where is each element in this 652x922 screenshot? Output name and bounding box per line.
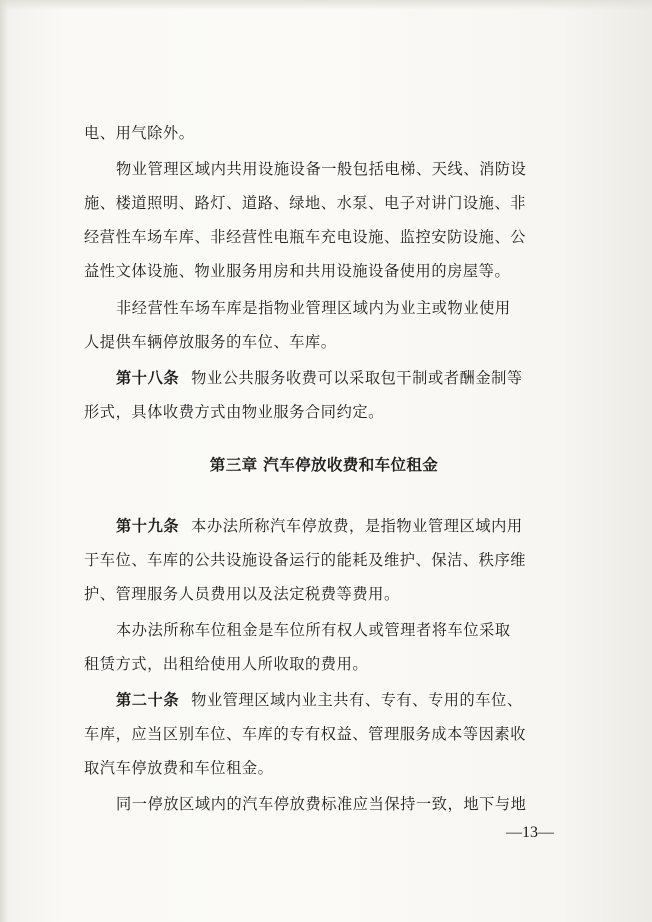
text-line: 取汽车停放费和车位租金。 [84, 759, 274, 777]
text-line: 经营性车场车库、非经营性电瓶车充电设施、监控安防设施、公 [84, 228, 527, 246]
text-line: 施、楼道照明、路灯、道路、绿地、水泵、电子对讲门设施、非 [84, 194, 527, 212]
text-line: 于车位、车库的公共设施设备运行的能耗及维护、保洁、秩序维 [84, 551, 527, 569]
article-20-line [116, 685, 523, 715]
text-line: 车库，应当区别车位、车库的专有权益、管理服务成本等因素收 [84, 725, 527, 743]
text-line: 人提供车辆停放服务的车位、车库。 [84, 333, 337, 351]
article-18-text: 物业公共服务收费可以采取包干制或者酬金制等 [191, 369, 523, 387]
article-18-line [116, 363, 523, 393]
text-line: 同一停放区域内的汽车停放费标准应当保持一致，地下与地 [116, 795, 527, 813]
text-line: 益性文体设施、物业服务用房和共用设施设备使用的房屋等。 [84, 262, 511, 280]
article-19-heading: 第十九条 [116, 517, 180, 535]
text-line: 电、用气除外。 [84, 124, 195, 142]
text-line: 非经营性车场车库是指物业管理区域内为业主或物业使用 [116, 299, 511, 317]
article-20-text: 物业管理区域内业主共有、专有、专用的车位、 [191, 691, 523, 709]
article-18-heading: 第十八条 [116, 369, 180, 387]
text-line: 本办法所称车位租金是车位所有权人或管理者将车位采取 [116, 621, 511, 639]
text-line: 租赁方式，出租给使用人所收取的费用。 [84, 655, 369, 673]
text-line: 护、管理服务人员费用以及法定税费等费用。 [84, 585, 400, 603]
article-19-text: 本办法所称汽车停放费，是指物业管理区域内用 [191, 517, 523, 535]
text-line: 形式，具体收费方式由物业服务合同约定。 [84, 403, 384, 421]
page-number: —13— [506, 824, 554, 841]
article-19-line [116, 511, 523, 541]
scan-edge-top [0, 0, 652, 10]
scan-edge-left [0, 0, 8, 922]
chapter-title: 第三章 汽车停放收费和车位租金 [209, 456, 439, 474]
article-20-heading: 第二十条 [116, 691, 180, 709]
text-line: 物业管理区域内共用设施设备一般包括电梯、天线、消防设 [116, 160, 527, 178]
